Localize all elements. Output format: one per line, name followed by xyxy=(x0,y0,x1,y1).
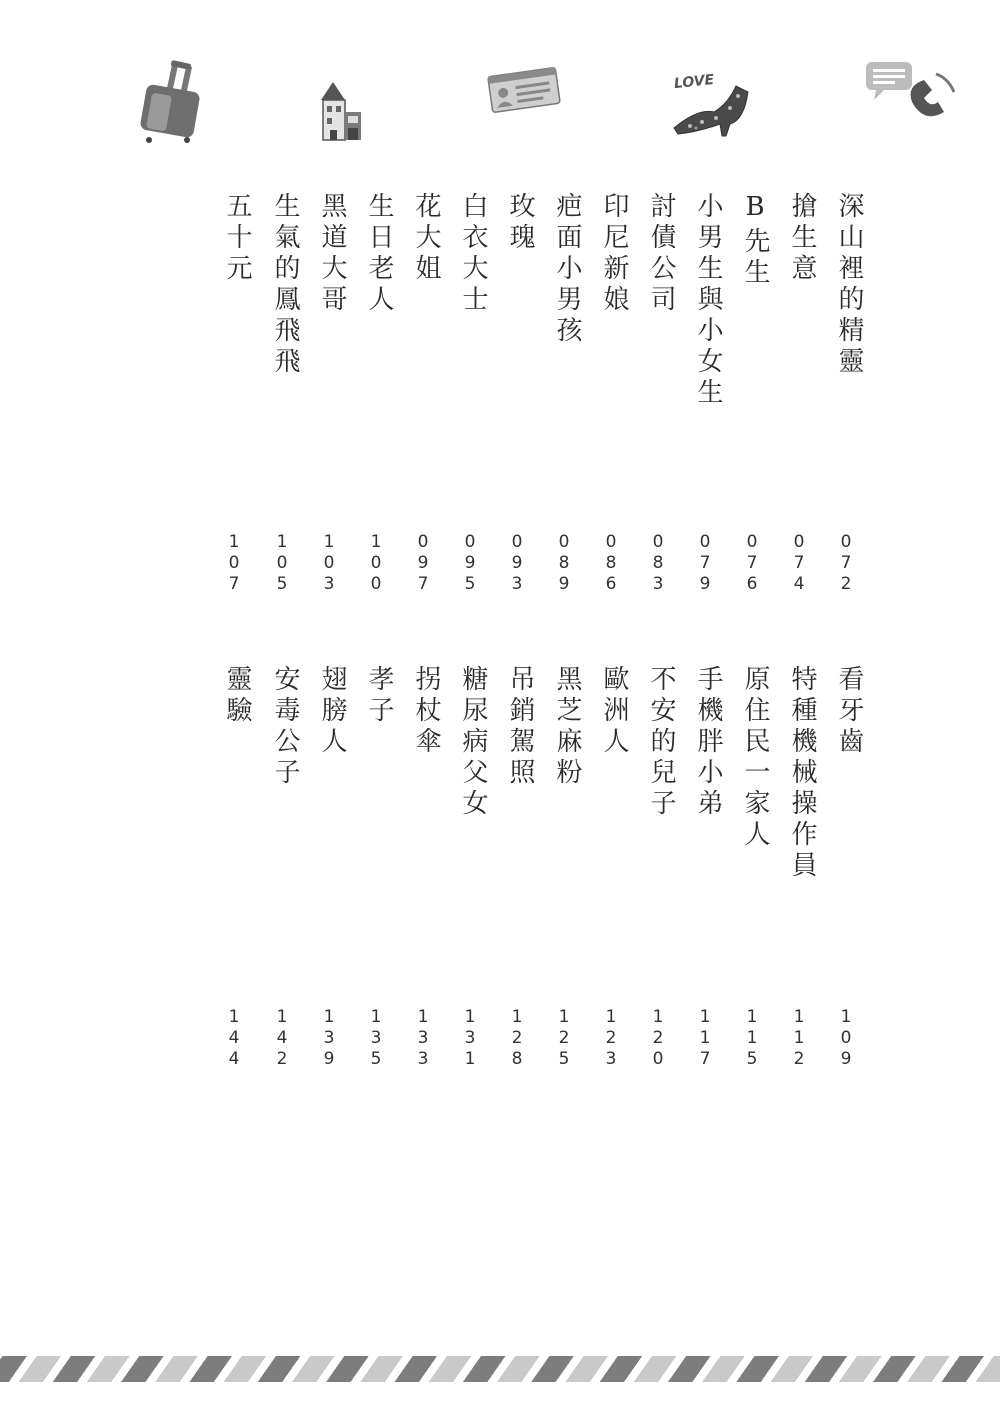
entry-page-number: 079 xyxy=(695,532,715,595)
entry-page-number: 072 xyxy=(836,532,856,595)
toc-entry[interactable] xyxy=(270,665,300,1075)
entry-title: 原住民一家人 xyxy=(740,665,770,851)
entry-page-number: 133 xyxy=(413,1007,433,1070)
entry-page-number: 120 xyxy=(648,1007,668,1070)
entry-title: 看牙齒 xyxy=(834,665,864,758)
toc-entry[interactable] xyxy=(222,192,252,602)
entry-page-number: 083 xyxy=(648,532,668,595)
entry-title: 白衣大士 xyxy=(458,192,488,316)
entry-page-number: 128 xyxy=(507,1007,527,1070)
toc-entry[interactable] xyxy=(787,192,817,602)
toc-entry[interactable] xyxy=(646,665,676,1075)
entry-title: 安毒公子 xyxy=(270,665,300,789)
toc-entry[interactable] xyxy=(458,192,488,602)
entry-page-number: 131 xyxy=(460,1007,480,1070)
toc-entry[interactable] xyxy=(411,665,441,1075)
entry-title: 五十元 xyxy=(222,192,252,285)
entry-title: 孝子 xyxy=(364,665,394,727)
entry-page-number: 097 xyxy=(413,532,433,595)
toc-entry[interactable] xyxy=(364,665,394,1075)
entry-title: 小男生與小女生 xyxy=(693,192,723,409)
toc-entry[interactable] xyxy=(552,665,582,1075)
toc-entry[interactable] xyxy=(693,665,723,1075)
entry-title: 玫瑰 xyxy=(505,192,535,254)
entry-page-number: 107 xyxy=(224,532,244,595)
toc-entry[interactable] xyxy=(693,192,723,602)
toc-entry[interactable] xyxy=(552,192,582,602)
toc-entry[interactable] xyxy=(834,665,864,1075)
toc-entry[interactable] xyxy=(364,192,394,602)
toc-entry[interactable] xyxy=(834,192,864,602)
entry-title: 黑芝麻粉 xyxy=(552,665,582,789)
entry-title: 花大姐 xyxy=(411,192,441,285)
entry-page-number: 100 xyxy=(366,532,386,595)
entry-page-number: 109 xyxy=(836,1007,856,1070)
entry-title: 討債公司 xyxy=(646,192,676,316)
toc-entry[interactable] xyxy=(740,665,770,1075)
entry-page-number: 112 xyxy=(789,1007,809,1070)
toc-entry[interactable] xyxy=(270,192,300,602)
entry-page-number: 123 xyxy=(601,1007,621,1070)
entry-page-number: 074 xyxy=(789,532,809,595)
toc-entry[interactable] xyxy=(317,665,347,1075)
phone-icon xyxy=(862,58,960,124)
striped-border xyxy=(0,1356,1000,1382)
house-icon xyxy=(313,78,369,144)
toc-entry[interactable] xyxy=(411,192,441,602)
entry-title: 生日老人 xyxy=(364,192,394,316)
entry-page-number: 125 xyxy=(554,1007,574,1070)
entry-page-number: 139 xyxy=(319,1007,339,1070)
entry-title: 搶生意 xyxy=(787,192,817,285)
entry-page-number: 076 xyxy=(742,532,762,595)
entry-title: 生氣的鳳飛飛 xyxy=(270,192,300,378)
entry-title: 靈驗 xyxy=(222,665,252,727)
toc-entry[interactable] xyxy=(505,192,535,602)
toc-entry[interactable] xyxy=(317,192,347,602)
entry-title: 翅膀人 xyxy=(317,665,347,758)
entry-title: 拐杖傘 xyxy=(411,665,441,758)
entry-page-number: 095 xyxy=(460,532,480,595)
entry-title: 吊銷駕照 xyxy=(505,665,535,789)
entry-page-number: 105 xyxy=(272,532,292,595)
entry-page-number: 089 xyxy=(554,532,574,595)
entry-title: 黑道大哥 xyxy=(317,192,347,316)
entry-page-number: 093 xyxy=(507,532,527,595)
entry-page-number: 103 xyxy=(319,532,339,595)
id-card-icon xyxy=(486,66,562,114)
toc-entry[interactable] xyxy=(458,665,488,1075)
toc-entry[interactable] xyxy=(787,665,817,1075)
entry-title: 不安的兒子 xyxy=(646,665,676,820)
entry-page-number: 142 xyxy=(272,1007,292,1070)
entry-title: 手機胖小弟 xyxy=(693,665,723,820)
suitcase-icon xyxy=(135,60,207,144)
entry-page-number: 144 xyxy=(224,1007,244,1070)
entry-title: 深山裡的精靈 xyxy=(834,192,864,378)
toc-entry[interactable] xyxy=(505,665,535,1075)
toc-entry[interactable] xyxy=(599,192,629,602)
entry-page-number: 135 xyxy=(366,1007,386,1070)
entry-title: 疤面小男孩 xyxy=(552,192,582,347)
love-shoe-icon xyxy=(668,72,760,142)
toc-entry[interactable] xyxy=(646,192,676,602)
entry-title: 糖尿病父女 xyxy=(458,665,488,820)
entry-title: B先生 xyxy=(740,192,770,289)
love-text: LOVE xyxy=(673,71,715,93)
entry-page-number: 117 xyxy=(695,1007,715,1070)
entry-title: 歐洲人 xyxy=(599,665,629,758)
toc-entry[interactable] xyxy=(222,665,252,1075)
entry-page-number: 115 xyxy=(742,1007,762,1070)
entry-title: 特種機械操作員 xyxy=(787,665,817,882)
entry-title: 印尼新娘 xyxy=(599,192,629,316)
toc-entry[interactable] xyxy=(599,665,629,1075)
toc-entry[interactable] xyxy=(740,192,770,602)
entry-page-number: 086 xyxy=(601,532,621,595)
